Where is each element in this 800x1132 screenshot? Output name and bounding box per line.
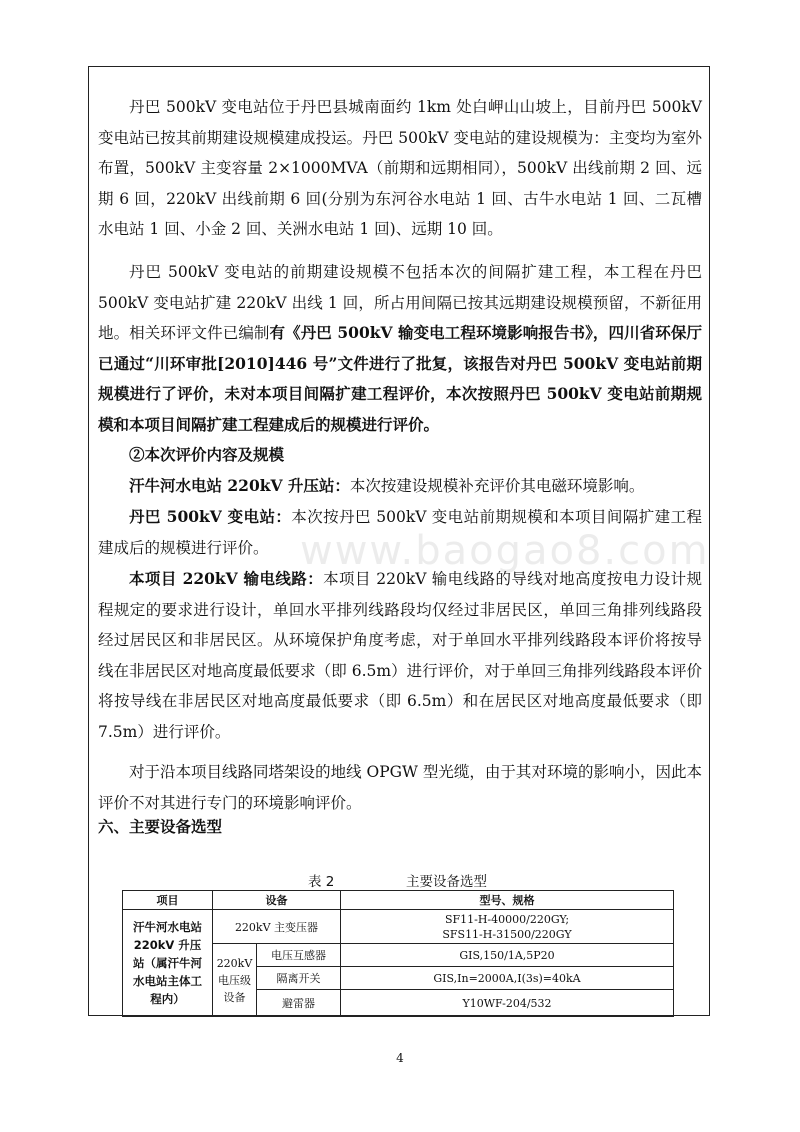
equipment-cell: 220kV 主变压器 (213, 910, 341, 944)
paragraph-expansion-text: 丹巴 500kV 变电站的前期建设规模不包括本次的间隔扩建工程，本工程在丹巴 500kV 变电站扩建 220kV 出线 1 回，所占用间隔已按其远期建设规模预留，不新征用地。相关环评文件已编制 (98, 263, 702, 342)
header-project: 项目 (123, 891, 213, 910)
subheading-evaluation-scope: ②本次评价内容及规模 (129, 445, 285, 464)
paragraph-danba-evaluation: 丹巴 500kV 变电站：本次按丹巴 500kV 变电站前期规模和本项目间隔扩建工程建成后的规模进行评价。 (98, 507, 702, 557)
header-equipment: 设备 (213, 891, 341, 910)
model-cell: Y10WF-204/532 (341, 990, 674, 1017)
equipment-cell: 电压互感器 (257, 944, 341, 967)
paragraph-opgw: 对于沿本项目线路同塔架设的地线 OPGW 型光缆，由于其对环境的影响小，因此本评价不对其进行专门的环境影响评价。 (98, 763, 702, 812)
table-row (123, 910, 674, 944)
header-model: 型号、规格 (341, 891, 674, 910)
paragraph-hanniuhe-station: 汗牛河水电站 220kV 升压站：本次按建设规模补充评价其电磁环境影响。 (129, 476, 645, 495)
model-cell: GIS,150/1A,5P20 (341, 944, 674, 967)
paragraph-transmission-line: 本项目 220kV 输电线路：本项目 220kV 输电线路的导线对地高度按电力设计规程规定的要求进行设计，单回水平排列线路段均仅经过非居民区，单回三角排列线路段经过居民区和非居民区。从环境保护角度考虑，对于单回水平排列线路段本评价将按导线在非居民区对地高度最低要求（即 6.5m）进行评价，对于单回三角排列线路段本评价将按导线在非居民区对地高度最低要求（即 6.5m）和在居民区对地高度最低要求（即 7.5m）进行评价。 (98, 569, 702, 741)
model-cell: SF11-H-40000/220GY; SFS11-H-31500/220GY (341, 910, 674, 944)
page-number: 4 (396, 1051, 404, 1065)
equipment-cell: 隔离开关 (257, 967, 341, 990)
equipment-table (122, 890, 674, 1017)
paragraph-expansion (98, 257, 702, 440)
table-header-row (123, 891, 674, 910)
voltage-group-cell: 220kV 电压级设备 (213, 944, 257, 1017)
project-cell: 汗牛河水电站 220kV 升压站（属汗牛河水电站主体工程内） (123, 910, 213, 1017)
equipment-cell: 避雷器 (257, 990, 341, 1017)
table-caption-label: 表 2 (308, 874, 335, 890)
paragraph-expansion-bold: 有《丹巴 500kV 输变电工程环境影响报告书》，四川省环保厅已通过“川环审批[2010]446 号”文件进行了批复，该报告对丹巴 500kV 变电站前期规模进行了评价，未对本项目间隔扩建工程评价，本次按照丹巴 500kV 变电站前期规模和本项目间隔扩建工程建成后的规模进行评价。 (98, 323, 702, 434)
paragraph-danba-substation: 丹巴 500kV 变电站位于丹巴县城南面约 1km 处白岬山山坡上，目前丹巴 500kV 变电站已按其前期建设规模建成投运。丹巴 500kV 变电站的建设规模为：主变均为室外布置，500kV 主变容量 2×1000MVA（前期和远期相同），500kV 出线前期 2 回、远期 6 回，220kV 出线前期 6 回(分别为东河谷水电站 1 回、古牛水电站 1 回、二瓦槽水电站 1 回、小金 2 回、关洲水电站 1 回)、远期 10 回。 (98, 98, 702, 238)
watermark: www.baogao8.com (300, 528, 710, 574)
section-title: 六、主要设备选型 (98, 818, 223, 836)
table-caption-title: 主要设备选型 (406, 874, 487, 890)
model-cell: GIS,In=2000A,I(3s)=40kA (341, 967, 674, 990)
